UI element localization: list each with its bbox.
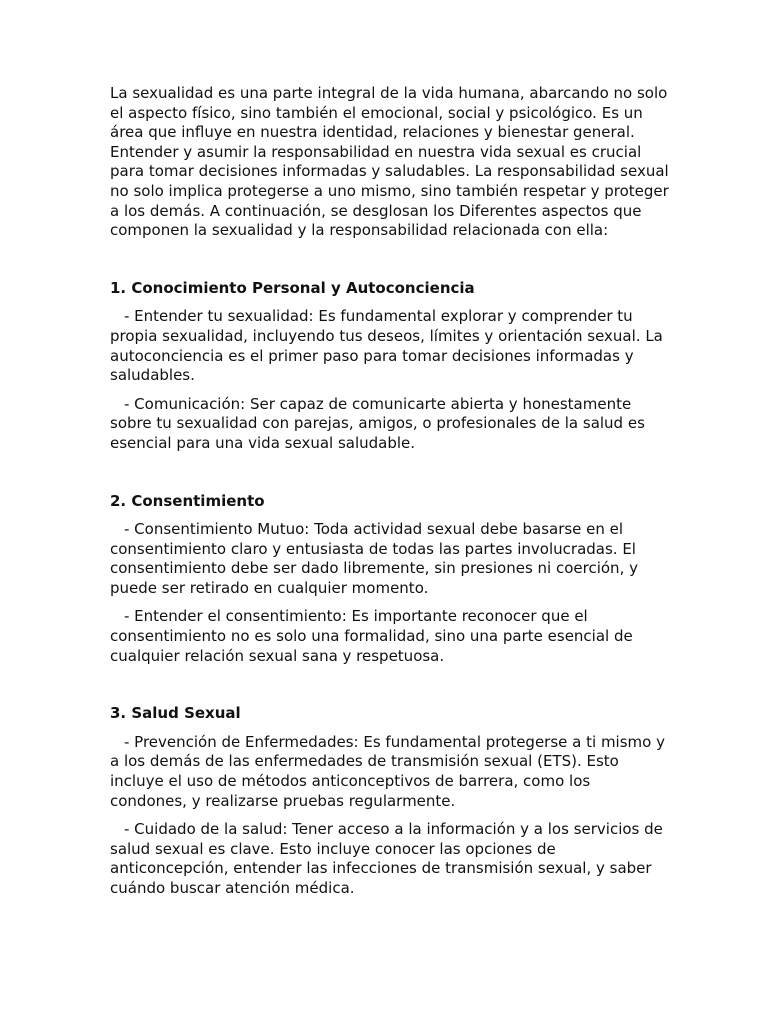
document-page xyxy=(110,84,670,908)
list-item xyxy=(110,733,670,811)
list-item xyxy=(110,820,670,898)
list-item xyxy=(110,520,670,598)
list-item xyxy=(110,607,670,666)
list-item-text: - Comunicación: Ser capaz de comunicarte abierta y honestamente sobre tu sexualidad con parejas, amigos, o profesionales de la salud es esencial para una vida sexual saludable. xyxy=(110,394,645,452)
section-title: 3. Salud Sexual xyxy=(110,704,241,723)
list-item-text: - Cuidado de la salud: Tener acceso a la información y a los servicios de salud sexual es clave. Esto incluye conocer las opciones de anticoncepción, entender las infecciones de transmisión sexual, y saber cuándo buscar atención médica. xyxy=(110,820,663,897)
list-item-text: - Entender tu sexualidad: Es fundamental explorar y comprender tu propia sexualidad, incluyendo tus deseos, límites y orientación sexual. La autoconciencia es el primer paso para tomar decisiones informadas y saludables. xyxy=(110,307,663,385)
list-item-text: - Entender el consentimiento: Es importante reconocer que el consentimiento no es solo una formalidad, sino una parte esencial de cualquier relación sexual sana y respetuosa. xyxy=(110,607,633,665)
section-conocimiento xyxy=(110,279,670,454)
section-title: 2. Consentimiento xyxy=(110,491,265,510)
list-item-text: - Prevención de Enfermedades: Es fundamental protegerse a ti mismo y a los demás de las enfermedades de transmisión sexual (ETS). Esto incluye el uso de métodos anticonceptivos de barrera, como los condones, y realizarse pruebas regularmente. xyxy=(110,732,665,810)
list-item xyxy=(110,395,670,454)
list-item xyxy=(110,307,670,385)
section-title: 1. Conocimiento Personal y Autoconciencia xyxy=(110,278,475,297)
list-item-text: - Consentimiento Mutuo: Toda actividad sexual debe basarse en el consentimiento claro y entusiasta de todas las partes involucradas. El consentimiento debe ser dado libremente, sin presiones ni coerción, y puede ser retirado en cualquier momento. xyxy=(110,520,638,597)
section-salud-sexual xyxy=(110,704,670,898)
intro-paragraph: La sexualidad es una parte integral de la vida humana, abarcando no solo el aspecto físico, sino también el emocional, social y psicológico. Es un área que influye en nuestra identidad, relaciones y bienestar general. Entender y asumir la responsabilidad en nuestra vida sexual es crucial para tomar decisiones informadas y saludables. La responsabilidad sexual no solo implica protegerse a uno mismo, sino también respetar y proteger a los demás. A continuación, se desglosan los Diferentes aspectos que componen la sexualidad y la responsabilidad relacionada con ella: xyxy=(110,84,669,240)
section-consentimiento xyxy=(110,492,670,667)
